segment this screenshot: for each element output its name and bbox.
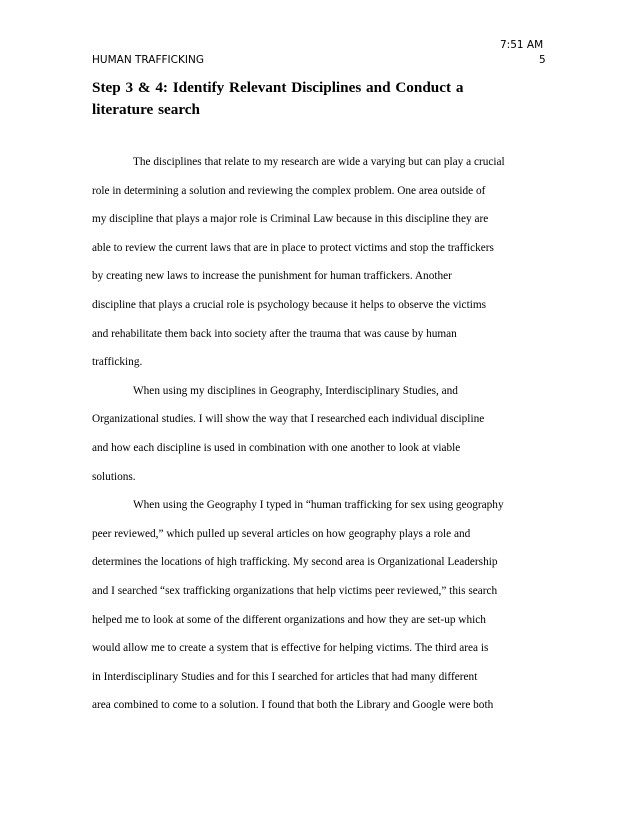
body-text <box>92 148 552 720</box>
body-line: discipline that plays a crucial role is psychology because it helps to observe the victims <box>92 298 487 311</box>
body-line: able to review the current laws that are in place to protect victims and stop the traffickers <box>92 241 494 254</box>
body-line: helped me to look at some of the different organizations and how they are set-up which <box>92 613 486 626</box>
running-head: HUMAN TRAFFICKING <box>92 54 204 66</box>
page-number: 5 <box>539 54 546 66</box>
body-line: role in determining a solution and reviewing the complex problem. One area outside of <box>92 184 486 197</box>
body-line: would allow me to create a system that is effective for helping victims. The third area is <box>92 642 489 655</box>
section-heading <box>92 77 532 121</box>
body-line: solutions. <box>92 470 136 483</box>
body-line: trafficking. <box>92 356 143 369</box>
body-line: determines the locations of high trafficking. My second area is Organizational Leadership <box>92 556 498 569</box>
body-line: and how each discipline is used in combination with one another to look at viable <box>92 441 461 454</box>
body-line: and rehabilitate them back into society after the trauma that was cause by human <box>92 327 457 340</box>
body-line: and I searched “sex trafficking organizations that help victims peer reviewed,” this search <box>92 584 498 597</box>
body-line: my discipline that plays a major role is Criminal Law because in this discipline they are <box>92 213 489 226</box>
header-time: 7:51 AM <box>500 39 544 51</box>
body-line: area combined to come to a solution. I found that both the Library and Google were both <box>92 699 494 712</box>
body-line: by creating new laws to increase the punishment for human traffickers. Another <box>92 270 452 283</box>
section-heading-line-1: Step 3 & 4: Identify Relevant Disciplines and Conduct a <box>92 79 464 96</box>
body-line: peer reviewed,” which pulled up several articles on how geography plays a role and <box>92 527 471 540</box>
body-line: When using my disciplines in Geography, Interdisciplinary Studies, and <box>133 384 458 397</box>
section-heading-line-2: literature search <box>92 101 200 118</box>
body-line: Organizational studies. I will show the way that I researched each individual discipline <box>92 413 485 426</box>
body-line: When using the Geography I typed in “human trafficking for sex using geography <box>133 499 504 512</box>
body-line: The disciplines that relate to my research are wide a varying but can play a crucial <box>133 156 505 168</box>
body-line: in Interdisciplinary Studies and for this I searched for articles that had many different <box>92 670 478 683</box>
